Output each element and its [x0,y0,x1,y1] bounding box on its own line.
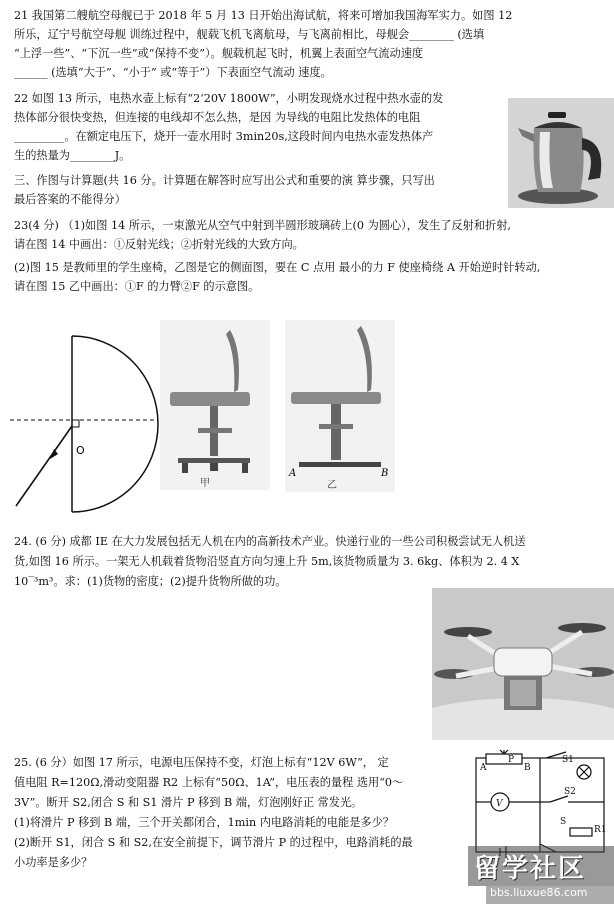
q23-line1: 23(4 分) （1)如图 14 所示，一束激光从空气中射到半圆形玻璃砖上(0 为圆心），发生了反射和折射, [14,219,511,232]
q22-line1: 22 如图 13 所示，电热水壶上标有“2‘20V 1800W”，小明发现烧水过程中热水壶的发 [14,92,444,105]
section3-line1: 三、作图与计算题(共 16 分。计算题在解答时应写出公式和重要的演 算步骤，只写出 [14,174,435,187]
drone-photo [432,588,614,740]
circuit-label-r1: R1 [594,825,607,835]
q25-line4: (1)将滑片 P 移到 B 端，三个开关都闭合，1min 内电路消耗的电能是多少？ [14,816,394,829]
circuit-label-s1: S1 [562,755,574,765]
figure-15-chair-jia [160,320,270,490]
figure-14-semicircle [10,334,160,514]
q25-line1: 25. (6 分）如图 17 所示，电源电压保持不变，灯泡上标有“12V 6W”， 定 [14,756,389,769]
q22-line4: 生的热量为________J。 [14,149,131,162]
q23-line4: 请在图 15 乙中画出：①F 的力臂②F 的示意图。 [14,280,260,293]
label-jia: 甲 [200,478,210,489]
figure-17-circuit [470,748,610,858]
q25-line3: 3V”。断开 S2,闭合 S 和 S1 滑片 P 移到 B 端，灯泡刚好正 常发光。 [14,796,363,809]
circuit-label-p: P [508,755,515,765]
watermark-logo-text: 留学社区 [474,854,587,884]
q21-line1: 21 我国第二艘航空母舰已于 2018 年 5 月 13 日开始出海试航，将来可增加我国海军实力。如图 12 [14,9,513,22]
q22-line2: 热体部分很快变热，但连接的电线却不怎么热，是因 为导线的电阻比发热体的电阻 [14,111,421,124]
q23-line2: 请在图 14 中画出：①反射光线；②折射光线的大致方向。 [14,238,304,251]
label-yi: 乙 [327,480,337,491]
label-o: O [76,444,85,457]
q21-line3: “上浮一些”、“下沉一些”或“保持不变”）。舰载机起飞时，机翼上表面空气流动速度 [14,47,424,60]
label-b: B [381,468,389,479]
q24-line3: 10‾³m³。求：(1)货物的密度；(2)提升货物所做的功。 [14,575,287,588]
circuit-label-a: A [480,763,487,773]
q21-line2: 所乐，辽宁号航空母舰 训练过程中，舰载飞机飞离航母，与飞离前相比，母舰会________ (选填 [14,28,485,41]
q23-line3: (2)图 15 是教师里的学生座椅，乙图是它的侧面图，要在 C 点用 最小的力 F 使座椅绕 A 开始逆时针转动, [14,261,541,274]
circuit-label-v: V [496,799,503,809]
circuit-label-s2: S2 [564,787,576,797]
watermark-url: bbs.liuxue86.com [486,886,614,904]
watermark-logo [468,846,614,886]
q21-line4: ______ (选填“大于”、“小于” 或“等于”）下表面空气流动 速度。 [14,66,332,79]
section3-line2: 最后答案的不能得分） [14,193,126,206]
circuit-label-b: B [524,763,531,773]
q24-line2: 货,如图 16 所示。一架无人机载着货物沿竖直方向匀速上升 5m,该货物质量为 3. 6kg、体积为 2. 4 X [14,555,520,568]
q25-line2: 值电阻 R=120Ω,滑动变阻器 R2 上标有“50Ω、1A”，电压表的量程 选用“0～ [14,776,404,789]
q25-line6: 小功率是多少？ [14,856,93,869]
q25-line5: (2)断开 S1，闭合 S 和 S2,在安全前提下，调节滑片 P 的过程中，电路消耗的最 [14,836,413,849]
figure-15-chair-yi [285,320,395,492]
circuit-label-s: S [560,817,567,827]
label-a: A [289,468,297,479]
q22-line3: _________。在额定电压下，烧开一壶水用时 3min20s,这段时间内电热水壶发热体产 [14,130,434,143]
q24-line1: 24. (6 分) 成都 IE 在大力发展包括无人机在内的高新技术产业。快递行业的一些公司积极尝试无人机送 [14,535,526,548]
